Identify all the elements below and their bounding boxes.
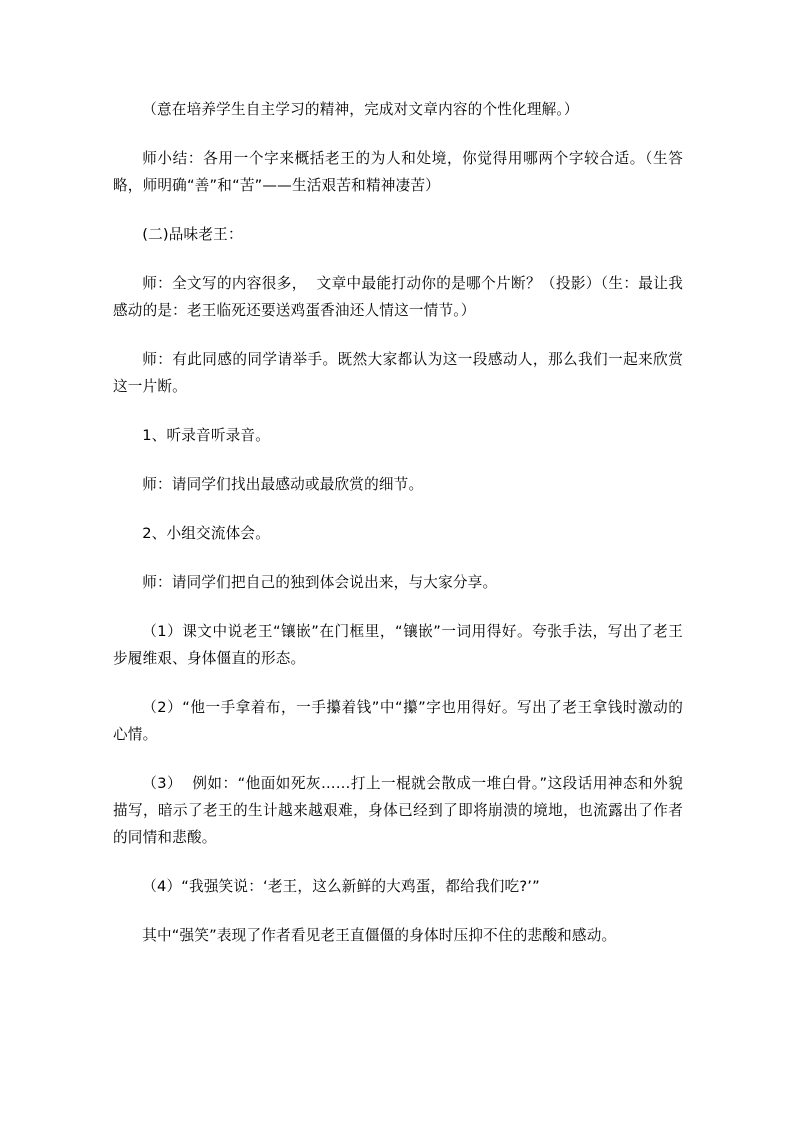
paragraph-teacher-question: 师：全文写的内容很多， 文章中最能打动你的是哪个片断？（投影）（生：最让我感动的是：老王临死还要送鸡蛋香油还人情这一情节。） <box>113 275 683 319</box>
document-body <box>113 96 683 949</box>
paragraph-section-heading: (二)品味老王： <box>142 226 243 243</box>
paragraph-step-1: 1、听录音听录音。 <box>142 427 271 444</box>
paragraph-teacher-share: 师：请同学们把自己的独到体会说出来，与大家分享。 <box>142 574 498 591</box>
paragraph-point-1: （1）课文中说老王“镶嵌”在门框里，“镶嵌”一词用得好。夸张手法，写出了老王步履维艰、身体僵直的形态。 <box>113 623 683 667</box>
paragraph-step-2: 2、小组交流体会。 <box>142 525 271 542</box>
paragraph-forced-smile: 其中“强笑”表现了作者看见老王直僵僵的身体时压抑不住的悲酸和感动。 <box>142 927 617 944</box>
paragraph-point-2: （2）“他一手拿着布，一手攥着钱”中“攥”字也用得好。写出了老王拿钱时激动的心情。 <box>113 699 683 743</box>
paragraph-intent-note: （意在培养学生自主学习的精神，完成对文章内容的个性化理解。） <box>142 101 579 118</box>
paragraph-teacher-find-details: 师：请同学们找出最感动或最欣赏的细节。 <box>142 476 424 493</box>
paragraph-teacher-summary: 师小结：各用一个字来概括老王的为人和处境，你觉得用哪两个字较合适。（生答略，师明确“善”和“苦”——生活艰苦和精神凄苦） <box>113 150 683 194</box>
paragraph-point-4: （4）“我强笑说：‘老王，这么新鲜的大鸡蛋，都给我们吃?’” <box>142 878 540 895</box>
paragraph-teacher-raise-hands: 师：有此同感的同学请举手。既然大家都认为这一段感动人，那么我们一起来欣赏这一片断。 <box>113 351 683 395</box>
paragraph-point-3: （3） 例如：“他面如死灰……打上一棍就会散成一堆白骨。”这段话用神态和外貌描写，暗示了老王的生计越来越艰难，身体已经到了即将崩溃的境地，也流露出了作者的同情和悲酸。 <box>113 775 683 846</box>
